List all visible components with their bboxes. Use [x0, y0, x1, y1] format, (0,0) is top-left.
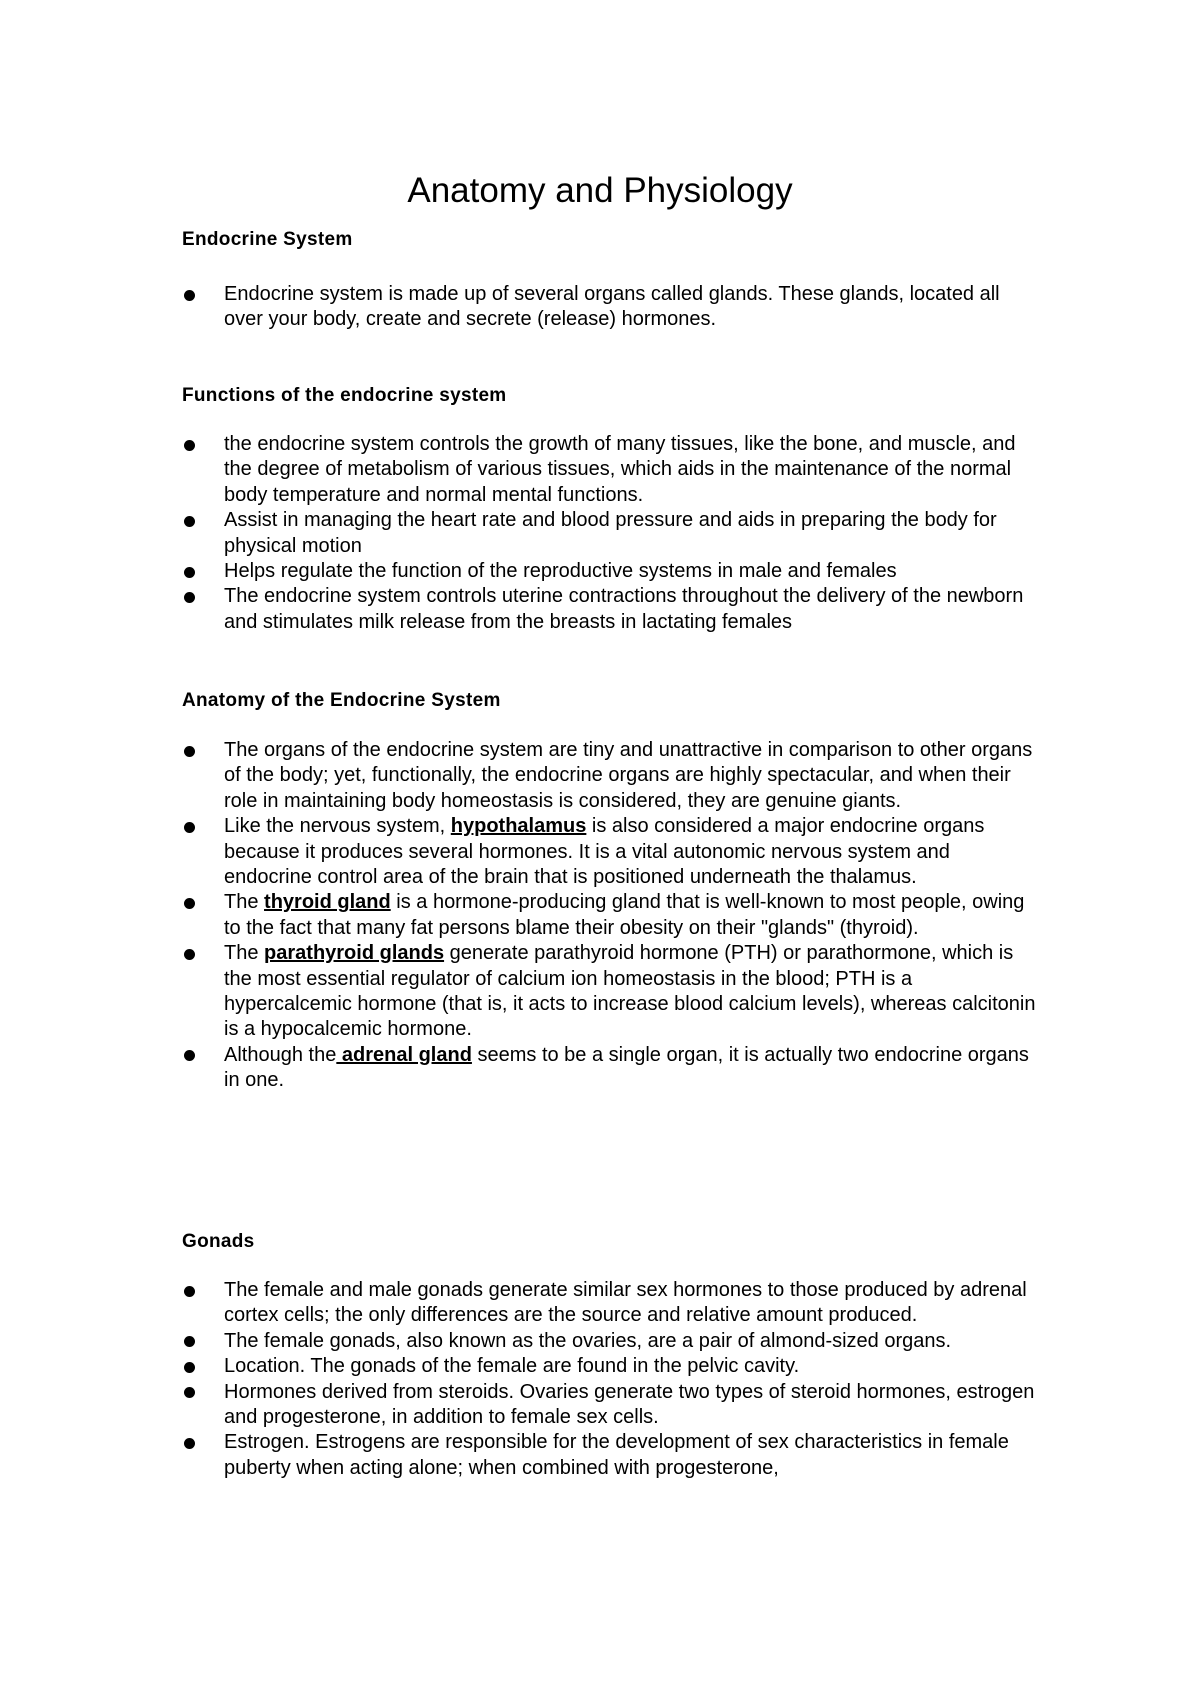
- bullet-icon: [184, 516, 195, 527]
- list-item: [182, 738, 1042, 814]
- section-heading-anatomy: Anatomy of the Endocrine System: [182, 690, 501, 711]
- list-item: [182, 432, 1042, 508]
- bullet-icon: [184, 898, 195, 909]
- list-item-text: Estrogen. Estrogens are responsible for the development of sex characteristics in female puberty when acting alone; when combined with progesterone,: [224, 1431, 1009, 1479]
- list-item: [182, 814, 1042, 890]
- bullet-icon: [184, 440, 195, 451]
- list-item: [182, 282, 1042, 333]
- bullet-list-anatomy: [182, 738, 1042, 1094]
- list-item: [182, 941, 1042, 1043]
- list-item: [182, 1329, 1042, 1354]
- bullet-icon: [184, 1438, 195, 1449]
- list-item: [182, 890, 1042, 941]
- list-item-text: the endocrine system controls the growth of many tissues, like the bone, and muscle, and the degree of metabolism of various tissues, which aids in the maintenance of the normal body temperature and normal mental functions.: [224, 433, 1016, 506]
- bullet-icon: [184, 1362, 195, 1373]
- list-item-text: Although the: [224, 1043, 337, 1066]
- bullet-icon: [184, 567, 195, 578]
- list-item-text: The female and male gonads generate similar sex hormones to those produced by adrenal cortex cells; the only differences are the source and relative amount produced.: [224, 1279, 1027, 1327]
- list-item: [182, 1043, 1042, 1094]
- list-item: [182, 1354, 1042, 1379]
- term-adrenal-gland: adrenal gland: [336, 1043, 472, 1066]
- bullet-icon: [184, 949, 195, 960]
- bullet-icon: [184, 1336, 195, 1347]
- list-item: [182, 559, 1042, 584]
- list-item: [182, 1380, 1042, 1431]
- term-parathyroid-glands: parathyroid glands: [264, 942, 445, 965]
- term-thyroid-gland: thyroid gland: [264, 891, 391, 914]
- list-item-text: Hormones derived from steroids. Ovaries generate two types of steroid hormones, estrogen and progesterone, in addition to female sex cells.: [224, 1380, 1035, 1429]
- list-item: [182, 508, 1042, 559]
- list-item-text: The organs of the endocrine system are tiny and unattractive in comparison to other organs of the body; yet, functionally, the endocrine organs are highly spectacular, and when their role in maintaining body homeostasis is considered, they are genuine giants.: [224, 739, 1033, 812]
- bullet-icon: [184, 822, 195, 833]
- bullet-icon: [184, 1387, 195, 1398]
- list-item: [182, 1278, 1042, 1329]
- list-item-text: The female gonads, also known as the ovaries, are a pair of almond-sized organs.: [224, 1329, 952, 1352]
- document-title: Anatomy and Physiology: [407, 171, 793, 211]
- list-item-text: The: [224, 942, 265, 965]
- list-item-text: is also considered a major endocrine organs because it produces several hormones. It is a vital autonomic nervous system and endocrine control area of the brain that is positioned underneath the thalamus.: [224, 815, 985, 889]
- bullet-list-gonads: [182, 1278, 1042, 1481]
- list-item-text: Helps regulate the function of the reproductive systems in male and females: [224, 560, 897, 583]
- list-item-text: seems to be a single organ, it is actually two endocrine organs in one.: [224, 1043, 1029, 1092]
- list-item-text: generate parathyroid hormone (PTH) or parathormone, which is the most essential regulator of calcium ion homeostasis in the blood; PTH is a hypercalcemic hormone (that is, it acts to increase blood calcium levels), whereas calcitonin is a hypocalcemic hormone.: [224, 942, 1036, 1041]
- list-item-text: The endocrine system controls uterine contractions throughout the delivery of the newborn and stimulates milk release from the breasts in lactating females: [224, 585, 1024, 633]
- bullet-icon: [184, 1050, 195, 1061]
- term-hypothalamus: hypothalamus: [450, 815, 587, 838]
- bullet-list-endocrine-system: [182, 282, 1042, 333]
- list-item-text: The: [224, 891, 265, 914]
- bullet-icon: [184, 290, 195, 301]
- list-item-text: Like the nervous system,: [224, 815, 451, 838]
- section-heading-endocrine-system: Endocrine System: [182, 229, 353, 250]
- bullet-list-functions: [182, 432, 1042, 635]
- bullet-icon: [184, 1286, 195, 1297]
- section-heading-gonads: Gonads: [182, 1231, 255, 1252]
- bullet-icon: [184, 746, 195, 757]
- list-item-text: Endocrine system is made up of several organs called glands. These glands, located all over your body, create and secrete (release) hormones.: [224, 283, 1000, 331]
- list-item: [182, 584, 1042, 635]
- list-item-text: Location. The gonads of the female are found in the pelvic cavity.: [224, 1355, 800, 1378]
- bullet-icon: [184, 592, 195, 603]
- section-heading-functions: Functions of the endocrine system: [182, 385, 507, 406]
- list-item-text: Assist in managing the heart rate and blood pressure and aids in preparing the body for physical motion: [224, 509, 997, 557]
- list-item: [182, 1430, 1042, 1481]
- list-item-text: is a hormone-producing gland that is well-known to most people, owing to the fact that many fat persons blame their obesity on their "glands" (thyroid).: [224, 891, 1025, 939]
